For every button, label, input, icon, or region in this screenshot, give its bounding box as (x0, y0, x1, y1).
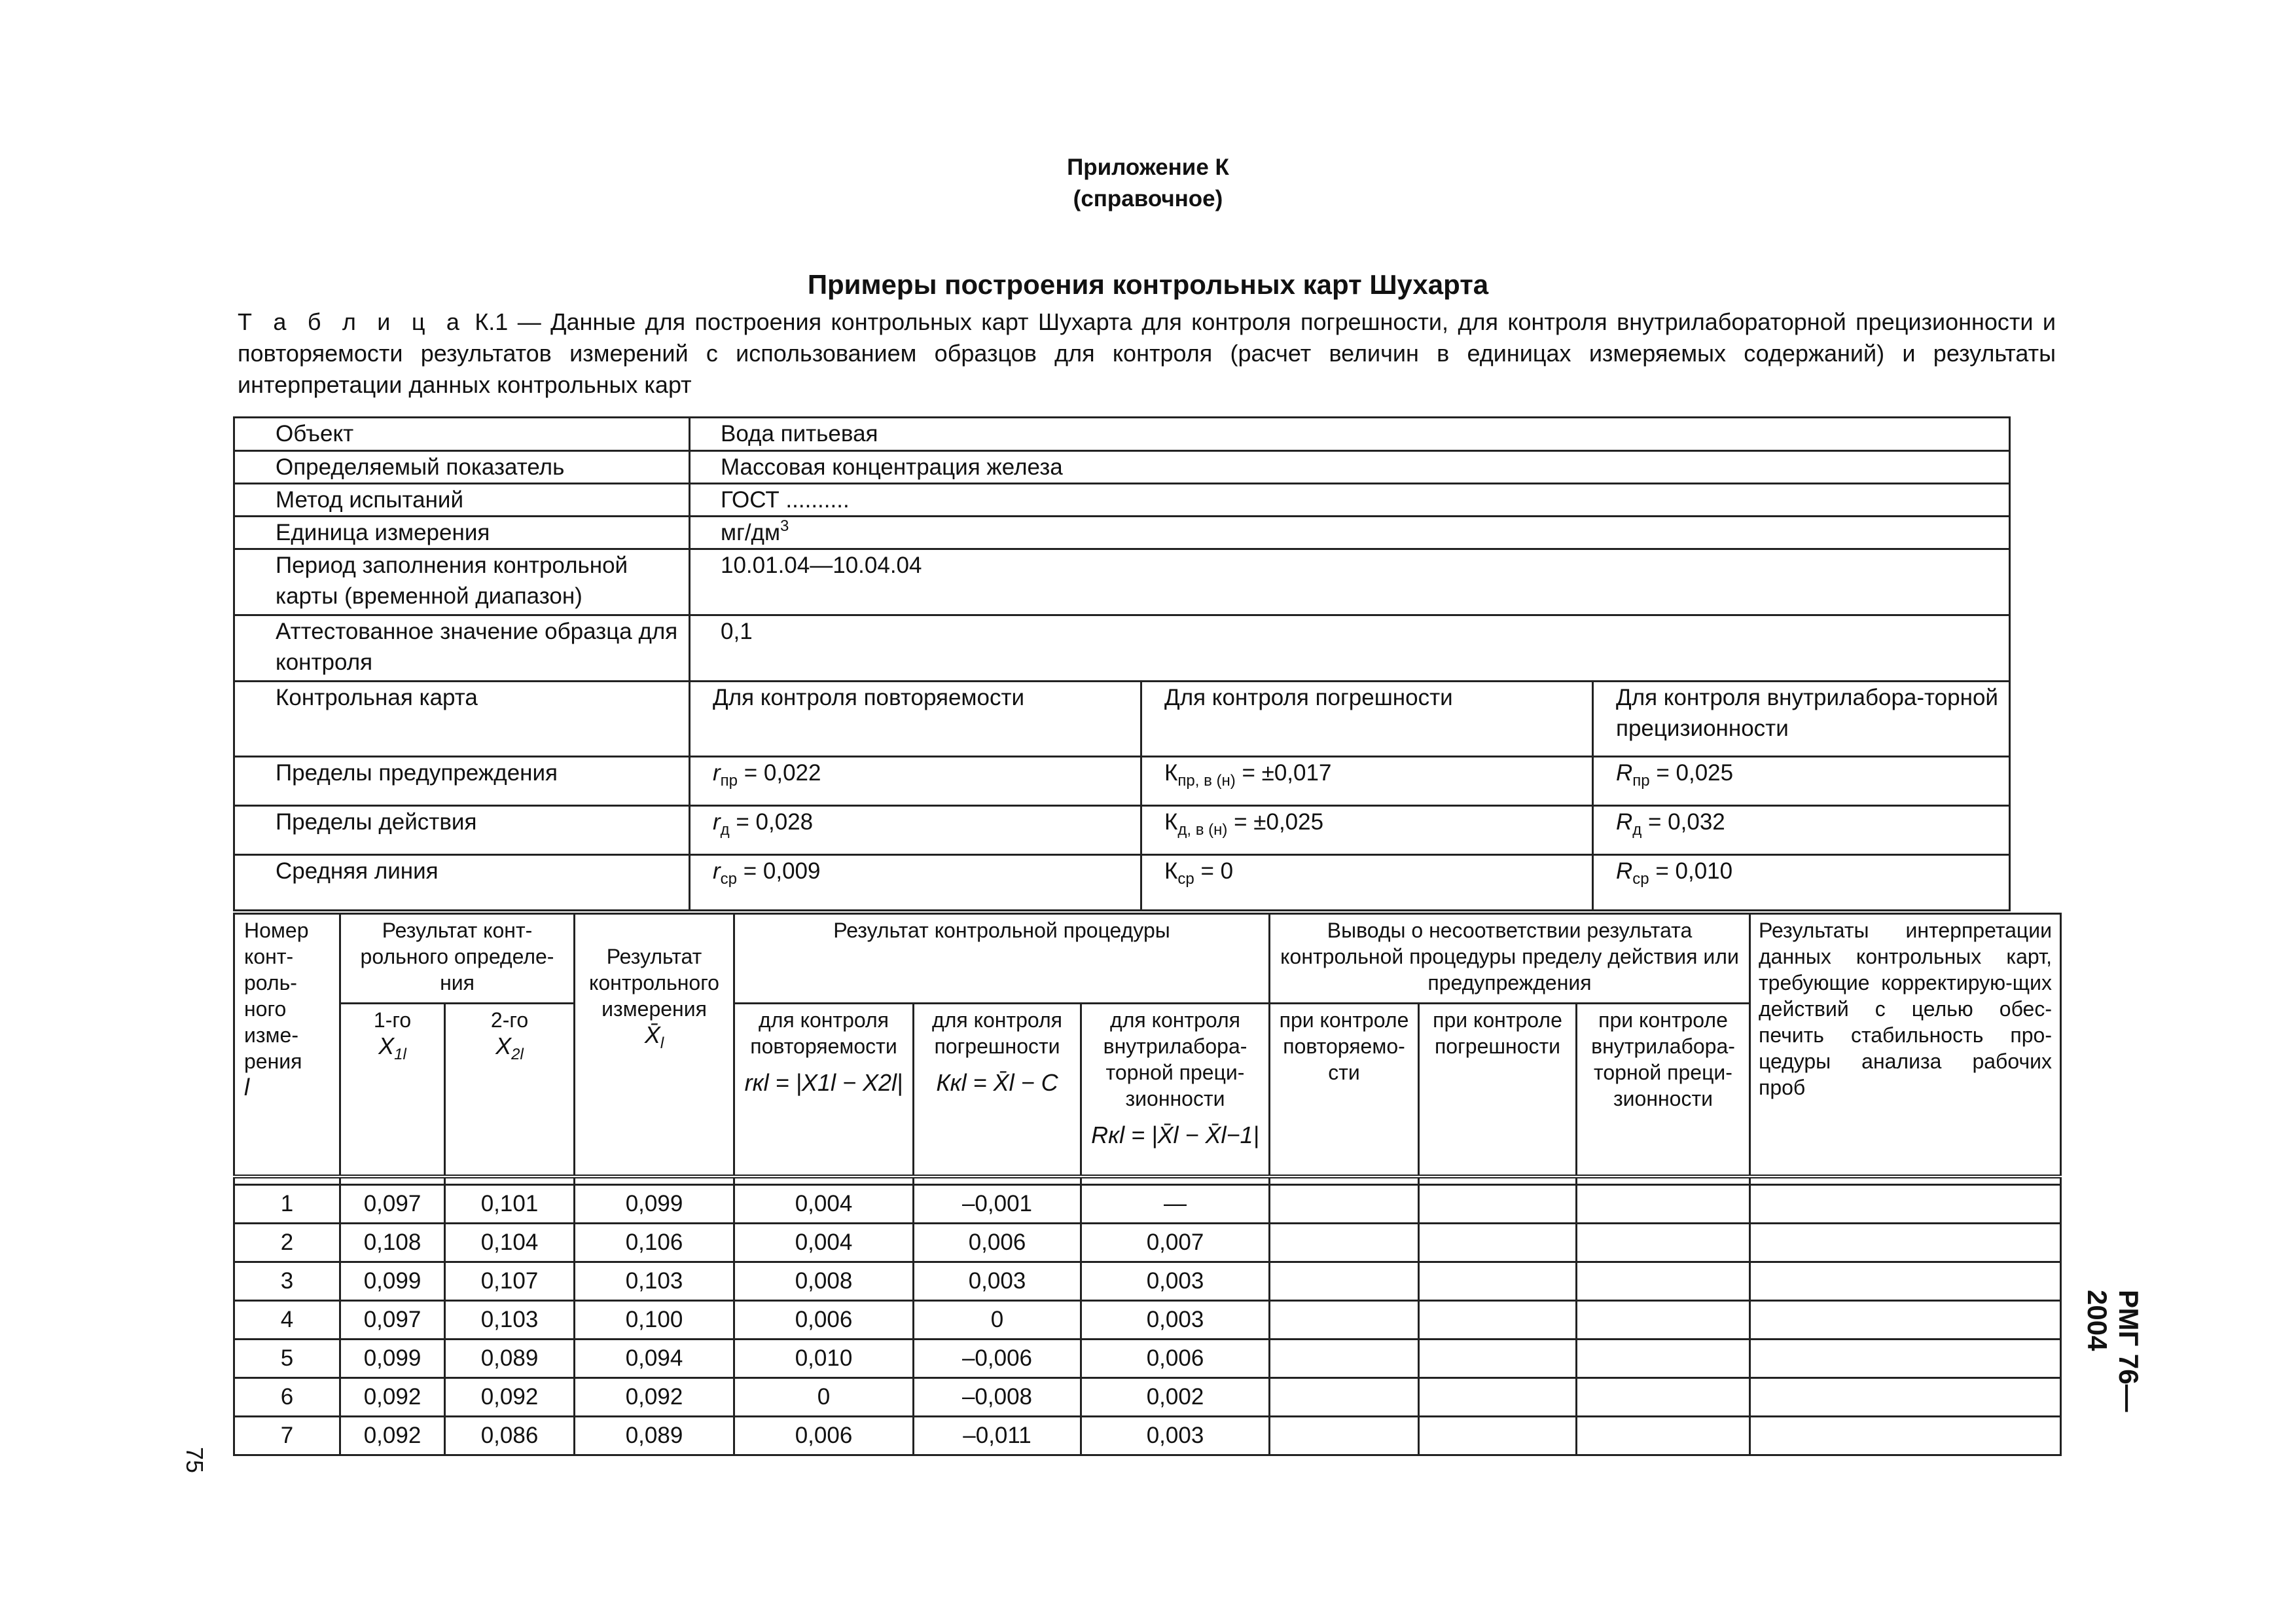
table-cell (1577, 1223, 1750, 1262)
table-row (234, 1300, 2061, 1339)
sub: ср (1177, 870, 1194, 888)
table-cell: 0,092 (340, 1416, 445, 1455)
action-k (1141, 806, 1593, 855)
table-cell: 0,089 (575, 1416, 734, 1455)
caption-text: К.1 — Данные для построения контрольных карт Шухарта для контроля погрешности, для контроля внутрилабораторной прецизионности и повторяемости результатов измерений с использованием образцов для контроля (расчет величин в единицах измеряемых содержаний) и результаты интерпретации данных контрольных карт (238, 308, 2056, 398)
val: = 0,022 (738, 760, 821, 786)
col-concl-repeat-header: при контроле повторяемо-сти (1270, 1004, 1419, 1176)
sub: пр, в (н) (1177, 772, 1236, 790)
meta-table (233, 416, 2011, 911)
table-cell (1577, 1377, 1750, 1416)
table-cell: 0,101 (445, 1184, 575, 1223)
table-cell (1577, 1184, 1750, 1223)
table-cell (1750, 1223, 2061, 1262)
meta-value: ГОСТ .......... (690, 484, 2010, 517)
table-cell: –0,008 (914, 1377, 1081, 1416)
table-row (234, 1223, 2061, 1262)
data-rows (234, 1184, 2061, 1455)
sym: К (1164, 760, 1178, 786)
meta-row-indicator (234, 451, 2010, 484)
col-number-header (234, 914, 340, 1176)
table-cell (1270, 1416, 1419, 1455)
table-cell: 0 (734, 1377, 914, 1416)
table-cell: 0,002 (1081, 1377, 1270, 1416)
table-cell: 0,099 (340, 1339, 445, 1377)
table-cell (1419, 1262, 1577, 1300)
table-cell: 0,094 (575, 1339, 734, 1377)
meta-row-chart (234, 682, 2010, 757)
val: = 0,028 (729, 809, 814, 835)
table-cell: 0,086 (445, 1416, 575, 1455)
mean-r (690, 855, 1141, 911)
action-r (690, 806, 1141, 855)
table-row (234, 1339, 2061, 1377)
meta-label: Пределы предупреждения (234, 757, 690, 806)
sub: д, в (н) (1177, 821, 1228, 839)
table-cell: 0,100 (575, 1300, 734, 1339)
table-cell: 0,004 (734, 1223, 914, 1262)
meta-value: 10.01.04—10.04.04 (690, 549, 2010, 615)
table-cell (1750, 1262, 2061, 1300)
table-cell: 0,099 (575, 1184, 734, 1223)
table-cell: –0,006 (914, 1339, 1081, 1377)
chart-type-repeat: Для контроля повторяемости (690, 682, 1141, 757)
meta-label: Аттестованное значение образца для контроля (234, 615, 690, 682)
table-cell: 0,007 (1081, 1223, 1270, 1262)
table-cell (1419, 1377, 1577, 1416)
chart-type-intra: Для контроля внутрилабора-торной прецизионности (1593, 682, 2010, 757)
mean-k (1141, 855, 1593, 911)
meta-row-object (234, 418, 2010, 451)
table-cell: 0,103 (445, 1300, 575, 1339)
sym: R (1616, 858, 1633, 884)
val: = 0 (1194, 858, 1234, 884)
meta-value: 0,1 (690, 615, 2010, 682)
table-cell (1270, 1262, 1419, 1300)
proc-intra-text: для контроля внутрилабора-торной преци-зионности (1103, 1008, 1247, 1110)
sub: пр (1632, 772, 1650, 790)
sub: 1l (394, 1046, 406, 1063)
table-cell (1270, 1377, 1419, 1416)
header-separator (234, 1176, 2061, 1185)
table-cell (1419, 1339, 1577, 1377)
table-cell: –0,011 (914, 1416, 1081, 1455)
table-cell: 5 (234, 1339, 340, 1377)
table-cell: 0,092 (340, 1377, 445, 1416)
val: = ±0,025 (1227, 809, 1324, 835)
appendix-type: (справочное) (1073, 186, 1223, 211)
table-cell (1419, 1416, 1577, 1455)
table-cell (1750, 1416, 2061, 1455)
table-cell: 0,104 (445, 1223, 575, 1262)
sym: R (1616, 760, 1633, 786)
meta-value (690, 517, 2010, 549)
meta-value: Массовая концентрация железа (690, 451, 2010, 484)
table-cell (1750, 1377, 2061, 1416)
page-title: Примеры построения контрольных карт Шухарта (807, 269, 1489, 300)
mean-R (1593, 855, 2010, 911)
table-cell: –0,001 (914, 1184, 1081, 1223)
col-procedure-header: Результат контрольной процедуры (734, 914, 1270, 1004)
col-number-sym: l (244, 1074, 249, 1101)
col-interpret-header: Результаты интерпретации данных контрольных карт, требующие корректирую-щих действий с целью обес-печить стабильность про-цедуры анализа рабочих проб (1750, 914, 2061, 1176)
table-cell: 2 (234, 1223, 340, 1262)
sub: д (1632, 821, 1642, 839)
chart-type-error: Для контроля погрешности (1141, 682, 1593, 757)
table-caption (238, 306, 2056, 401)
table-cell: 0,003 (1081, 1416, 1270, 1455)
val: = 0,009 (737, 858, 821, 884)
table-cell: 1 (234, 1184, 340, 1223)
table-cell: 7 (234, 1416, 340, 1455)
unit-text: мг/дм (721, 520, 781, 545)
warning-R (1593, 757, 2010, 806)
table-cell (1577, 1416, 1750, 1455)
sym: r (713, 809, 721, 835)
col-result-header: Результат конт-рольного определе-ния (340, 914, 575, 1004)
table-cell (1577, 1262, 1750, 1300)
col-concl-intra-header: при контроле внутрилабора-торной преци-зионности (1577, 1004, 1750, 1176)
val: = 0,010 (1649, 858, 1733, 884)
col-measure-sym (578, 1021, 730, 1052)
table-cell: 0,003 (1081, 1262, 1270, 1300)
meta-row-certified (234, 615, 2010, 682)
meta-label: Единица измерения (234, 517, 690, 549)
table-cell: 0,106 (575, 1223, 734, 1262)
table-row (234, 1184, 2061, 1223)
meta-row-method (234, 484, 2010, 517)
meta-label: Средняя линия (234, 855, 690, 911)
sub: 2l (511, 1046, 524, 1063)
sub: ср (1632, 870, 1649, 888)
col-first-header (340, 1004, 445, 1176)
table-cell: 0,004 (734, 1184, 914, 1223)
col-number-text: Номер конт-роль-ного изме-рения (244, 919, 309, 1073)
table-cell (1577, 1300, 1750, 1339)
table-cell: 3 (234, 1262, 340, 1300)
table-row (234, 1416, 2061, 1455)
table-cell: 4 (234, 1300, 340, 1339)
table-cell (1577, 1339, 1750, 1377)
table-cell: 0,006 (734, 1300, 914, 1339)
meta-value: Вода питьевая (690, 418, 2010, 451)
table-cell: 0,097 (340, 1300, 445, 1339)
table-cell (1419, 1300, 1577, 1339)
appendix-heading (0, 152, 2296, 215)
unit-sup: 3 (780, 517, 789, 535)
col-conclusions-header: Выводы о несоответствии результата контрольной процедуры пределу действия или предупреждения (1270, 914, 1750, 1004)
meta-label: Пределы действия (234, 806, 690, 855)
table-cell: 0,099 (340, 1262, 445, 1300)
meta-label: Период заполнения контрольной карты (временной диапазон) (234, 549, 690, 615)
table-cell (1270, 1339, 1419, 1377)
val: = 0,032 (1641, 809, 1725, 835)
meta-label: Метод испытаний (234, 484, 690, 517)
table-cell (1270, 1300, 1419, 1339)
results-table (233, 913, 2062, 1456)
sym: r (713, 858, 721, 884)
proc-error-text: для контроля погрешности (932, 1008, 1062, 1058)
second-text: 2-го (490, 1008, 529, 1032)
sym: R (1616, 809, 1633, 835)
meta-label: Контрольная карта (234, 682, 690, 757)
sym: К (1164, 858, 1178, 884)
sym: r (713, 760, 721, 786)
table-cell: 0,089 (445, 1339, 575, 1377)
sym: К (1164, 809, 1178, 835)
table-cell: 0,010 (734, 1339, 914, 1377)
sub: пр (720, 772, 738, 790)
table-cell (1270, 1223, 1419, 1262)
proc-error-formula: Ккl = X̄l − C (936, 1069, 1058, 1096)
table-cell: 0,107 (445, 1262, 575, 1300)
proc-repeat-formula: rкl = |X1l − X2l| (744, 1069, 903, 1096)
action-R (1593, 806, 2010, 855)
sym: X̄ (644, 1021, 660, 1048)
table-cell: 0,003 (914, 1262, 1081, 1300)
table-cell: 0,103 (575, 1262, 734, 1300)
col-proc-repeat-header (734, 1004, 914, 1176)
table-cell: 0,006 (914, 1223, 1081, 1262)
val: = ±0,017 (1235, 760, 1332, 786)
table-cell (1750, 1184, 2061, 1223)
sym: X (495, 1032, 512, 1059)
caption-label: Т а б л и ц а (238, 308, 465, 335)
table-cell: 0,006 (1081, 1339, 1270, 1377)
val: = 0,025 (1649, 760, 1734, 786)
appendix-label: Приложение К (1067, 155, 1229, 180)
table-cell (1270, 1184, 1419, 1223)
table-cell: 6 (234, 1377, 340, 1416)
warning-r (690, 757, 1141, 806)
proc-intra-formula: Rкl = |X̄l − X̄l−1| (1091, 1122, 1259, 1148)
col-measure-header (575, 914, 734, 1176)
page-number: 75 (181, 1447, 208, 1474)
col-second-header (445, 1004, 575, 1176)
proc-repeat-text: для контроля повторяемости (750, 1008, 897, 1058)
meta-row-mean (234, 855, 2010, 911)
table-row (234, 1262, 2061, 1300)
header-row-1 (234, 914, 2061, 1004)
table-cell: 0 (914, 1300, 1081, 1339)
col-measure-text: Результат контрольного измерения (589, 945, 719, 1021)
meta-row-unit (234, 517, 2010, 549)
col-concl-error-header: при контроле погрешности (1419, 1004, 1577, 1176)
meta-row-period (234, 549, 2010, 615)
document-code: РМГ 76—2004 (2082, 1290, 2144, 1412)
table-cell: — (1081, 1184, 1270, 1223)
sym: X (378, 1032, 395, 1059)
sub: l (660, 1034, 664, 1052)
col-proc-error-header (914, 1004, 1081, 1176)
table-cell: 0,006 (734, 1416, 914, 1455)
col-proc-intra-header (1081, 1004, 1270, 1176)
table-cell: 0,003 (1081, 1300, 1270, 1339)
table-cell (1419, 1184, 1577, 1223)
meta-label: Объект (234, 418, 690, 451)
meta-row-action (234, 806, 2010, 855)
warning-k (1141, 757, 1593, 806)
table-cell (1750, 1300, 2061, 1339)
first-sym (344, 1032, 441, 1063)
table-cell: 0,092 (575, 1377, 734, 1416)
sub: ср (720, 870, 738, 888)
table-cell (1750, 1339, 2061, 1377)
sub: д (720, 821, 730, 839)
second-sym (448, 1032, 571, 1063)
first-text: 1-го (373, 1008, 412, 1032)
table-cell: 0,008 (734, 1262, 914, 1300)
table-cell: 0,108 (340, 1223, 445, 1262)
table-cell (1419, 1223, 1577, 1262)
table-cell: 0,097 (340, 1184, 445, 1223)
table-cell: 0,092 (445, 1377, 575, 1416)
meta-label: Определяемый показатель (234, 451, 690, 484)
table-row (234, 1377, 2061, 1416)
meta-row-warning (234, 757, 2010, 806)
